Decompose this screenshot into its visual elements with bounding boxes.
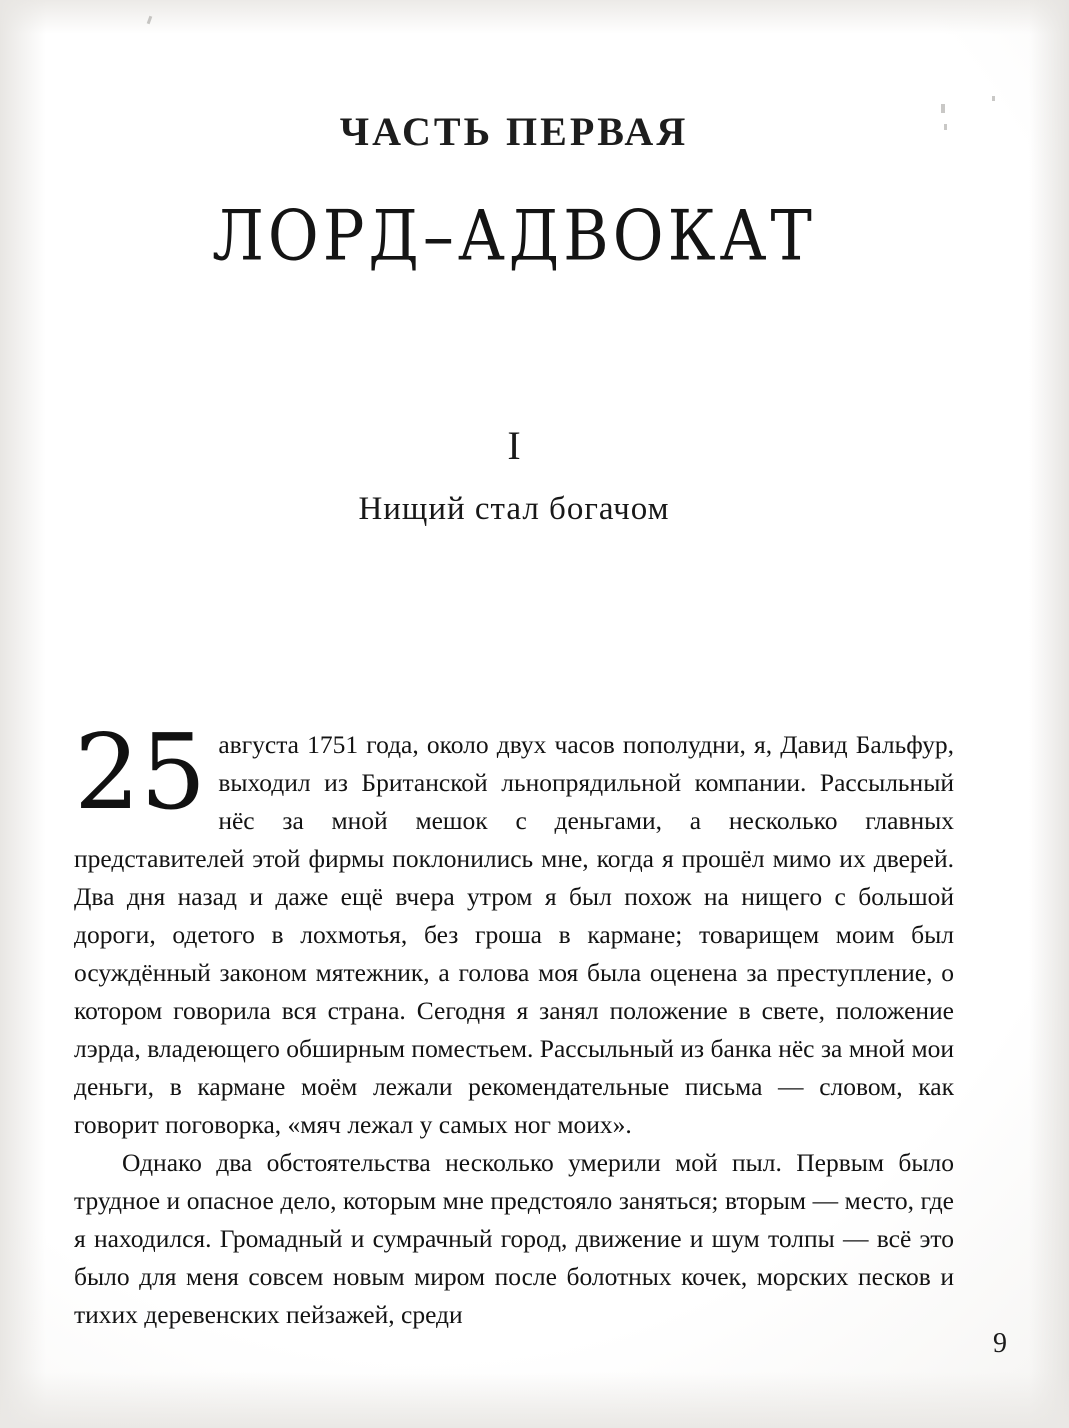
paragraph-text: августа 1751 года, около двух часов пополудни, я, Давид Бальфур, выходил из Британской льнопрядильной компании. Рассыльный нёс за мной мешок с деньгами, а несколько главных представителей этой фирмы поклонились мне, когда я прошёл мимо их дверей. Два дня назад и даже ещё вчера утром я был похож на нищего с большой дороги, одетого в лохмотья, без гроша в кармане; товарищем моим был осуждённый законом мятежник, а голова моя была оценена за преступление, о котором говорила вся страна. Сегодня я занял положение в свете, положение лэрда, владеющего обширным поместьем. Рассыльный из банка нёс за мной мои деньги, в кармане моём лежали рекомендательные письма — словом, как говорит поговорка, «мяч лежал у самых ног моих». (74, 730, 954, 1139)
page-number: 9 (993, 1328, 1007, 1359)
paragraph-first (74, 711, 954, 1144)
body-text (74, 711, 954, 1334)
part-title: ЛОРД–АДВОКАТ (212, 194, 816, 277)
paragraph-text: Однако два обстоятельства несколько умерили мой пыл. Первым было трудное и опасное дело, которым мне предстояло заняться; вторым — место, где я находился. Громадный и сумрачный город, движение и шум толпы — всё это было для меня совсем новым миром после болотных кочек, морских песков и тихих деревенских пейзажей, среди (74, 1148, 954, 1329)
page-edge-shading-right (1029, 0, 1069, 1428)
scan-speck (992, 96, 995, 101)
chapter-title: Нищий стал богачом (358, 491, 670, 527)
part-label: ЧАСТЬ ПЕРВАЯ (339, 109, 689, 154)
page-edge-shading-left (0, 0, 46, 1428)
drop-cap: 25 (74, 711, 207, 833)
paragraph-second (74, 1144, 954, 1334)
chapter-number: I (507, 423, 521, 468)
page-content (74, 0, 954, 1428)
